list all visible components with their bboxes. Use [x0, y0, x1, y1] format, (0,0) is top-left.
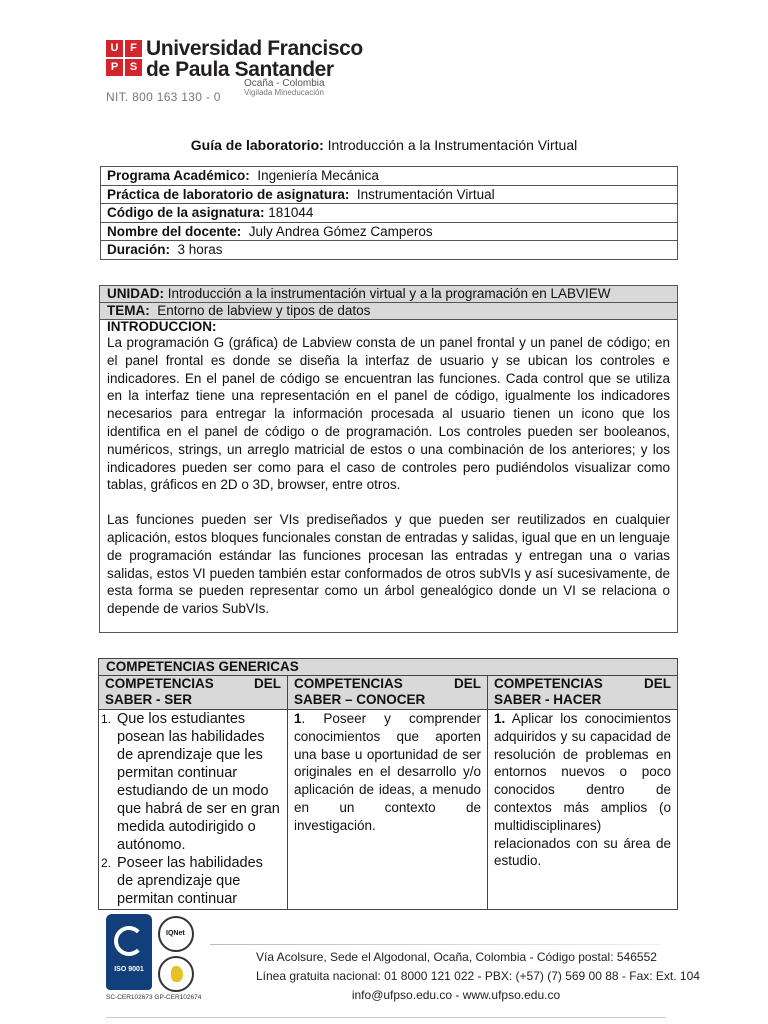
- info-value: July Andrea Gómez Camperos: [248, 223, 433, 239]
- footer-divider: [210, 944, 660, 945]
- logo-letter: S: [125, 59, 142, 76]
- header-text: COMPETENCIAS: [105, 676, 214, 691]
- list-item: [103, 710, 283, 854]
- iqnet-icon: [158, 916, 194, 952]
- intro-paragraph: Las funciones pueden ser VIs prediseñados y que pueden ser reutilizados en cualquier aplicación, estos bloques funcionales constan de entradas y salidas, igual que en un lenguaje de programación estándar las funciones procesan las entradas y entregan una o varias salidas, estos VI pueden también estar conformados de otros subVIs y así sucesivamente, de esta forma se pueden representar como un árbol genealógico donde un VI se relaciona o depende de varios SubVIs.: [107, 512, 670, 617]
- item-number: 1.: [494, 711, 506, 726]
- topic-value: Entorno de labview y tipos de datos: [157, 303, 371, 318]
- column-saber-conocer: [288, 676, 488, 909]
- info-label: Duración:: [107, 242, 171, 257]
- competencies-title: COMPETENCIAS GENERICAS: [99, 659, 677, 676]
- university-location: Ocaña - Colombia: [244, 78, 325, 89]
- header-text: SABER – CONOCER: [294, 692, 426, 707]
- logo-letter: P: [106, 59, 123, 76]
- logo-letter: F: [125, 40, 142, 57]
- nit-number: NIT. 800 163 130 - 0: [106, 90, 221, 104]
- info-label: Práctica de laboratorio de asignatura:: [107, 186, 350, 202]
- header-text: COMPETENCIAS: [294, 676, 403, 691]
- hacer-text: [488, 710, 677, 870]
- guide-title: [0, 137, 768, 153]
- bottom-rule: [106, 1017, 666, 1018]
- unit-section: [99, 285, 678, 633]
- info-row: [101, 204, 677, 223]
- info-row: [101, 241, 677, 259]
- university-supervision: Vigilada Mineducación: [244, 88, 324, 97]
- intro-paragraph: La programación G (gráfica) de Labview consta de un panel frontal y un panel de código; en el panel frontal es donde se diseña la interfaz de usuario y se ubican los controles e indicadores. En el panel de código se encuentran las funciones. Cada control que se utiliza en la interfaz tiene una representación en el panel de código, igualmente los indicadores necesarios para entregar la información procesada al usuario tienen un icono que los identifica en el panel de código o de programación. Los controles pueden ser booleanos, numéricos, strings, un arreglo matricial de estos o una combinación de los anteriores; y los indicadores pueden ser como para el caso de controles pero pudiéndolos visualizar como tablas, gráficos en 2D o 3D, browser, entre otros.: [107, 335, 670, 493]
- item-number: 1: [294, 711, 302, 726]
- certification-logos: [106, 914, 202, 1006]
- header-text: DEL: [454, 676, 481, 691]
- item-number: 1.: [101, 712, 112, 726]
- info-row: [101, 186, 677, 205]
- info-row: [101, 167, 677, 186]
- unit-row: [100, 286, 677, 303]
- item-number: 2.: [101, 856, 112, 870]
- iso-label: ISO 9001: [114, 966, 144, 973]
- ufps-logo-mark: [106, 40, 142, 76]
- colombia-map-icon: [158, 956, 194, 992]
- info-label: Programa Académico:: [107, 168, 250, 183]
- header-text: DEL: [254, 676, 281, 691]
- info-row: [101, 223, 677, 242]
- info-value: Instrumentación Virtual: [356, 186, 495, 202]
- conocer-text: [288, 710, 487, 835]
- column-saber-ser: [99, 676, 288, 909]
- topic-row: [100, 303, 677, 320]
- info-label: Nombre del docente:: [107, 223, 242, 239]
- guide-title-text: Introducción a la Instrumentación Virtual: [327, 137, 578, 153]
- iqnet-label: IQNet: [166, 930, 185, 937]
- info-value: Ingeniería Mecánica: [257, 168, 379, 183]
- item-text: Aplicar los conocimientos adquiridos y su capacidad de resolución de problemas en entornos nuevos o poco conocidos dentro de contextos más amplios (o multidisciplinares) relacionados con su área de estudio.: [494, 711, 671, 869]
- intro-heading: INTRODUCCION:: [107, 319, 217, 334]
- column-header: [288, 676, 487, 710]
- guide-label: Guía de laboratorio:: [190, 137, 324, 153]
- item-text: Que los estudiantes posean las habilidades de aprendizaje que les permitan continuar estudiando de un modo que habrá de ser en gran medida autodirigido o autónomo.: [117, 711, 280, 853]
- footer-phone: Línea gratuita nacional: 01 8000 121 022 - PBX: (+57) (7) 569 00 88 - Fax: Ext. 104: [256, 969, 700, 983]
- unit-label: UNIDAD:: [107, 286, 164, 301]
- header-text: SABER - HACER: [494, 692, 602, 707]
- column-header: [488, 676, 677, 710]
- footer-address: Vía Acolsure, Sede el Algodonal, Ocaña, Colombia - Código postal: 546552: [256, 950, 657, 964]
- column-saber-hacer: [488, 676, 677, 909]
- certificate-codes: SC-CER102673 GP-CER102674: [106, 994, 202, 1001]
- header-text: DEL: [644, 676, 671, 691]
- unit-value: Introducción a la instrumentación virtual y a la programación en LABVIEW: [167, 286, 611, 301]
- header-text: SABER - SER: [105, 692, 193, 707]
- competencies-table: [98, 658, 678, 910]
- header-text: COMPETENCIAS: [494, 676, 603, 691]
- info-value: 3 horas: [177, 242, 223, 257]
- info-value: 181044: [268, 205, 314, 220]
- iso-certification-icon: [106, 914, 152, 990]
- university-name-line1: Universidad Francisco: [146, 37, 363, 60]
- footer-contact: info@ufpso.edu.co - www.ufpso.edu.co: [351, 988, 561, 1002]
- item-text: . Poseer y comprender conocimientos que aporten una base u oportunidad de ser originales en el desarrollo y/o aplicación de ideas, a menudo en un contexto de investigación.: [294, 711, 481, 833]
- university-name-line2: de Paula Santander: [146, 58, 334, 81]
- list-item: [103, 854, 283, 908]
- item-text: Poseer las habilidades de aprendizaje que permitan continuar: [117, 855, 263, 907]
- logo-letter: U: [106, 40, 123, 57]
- course-info-table: [100, 166, 678, 260]
- info-label: Código de la asignatura:: [107, 205, 265, 220]
- topic-label: TEMA:: [107, 303, 150, 318]
- column-header: [99, 676, 287, 710]
